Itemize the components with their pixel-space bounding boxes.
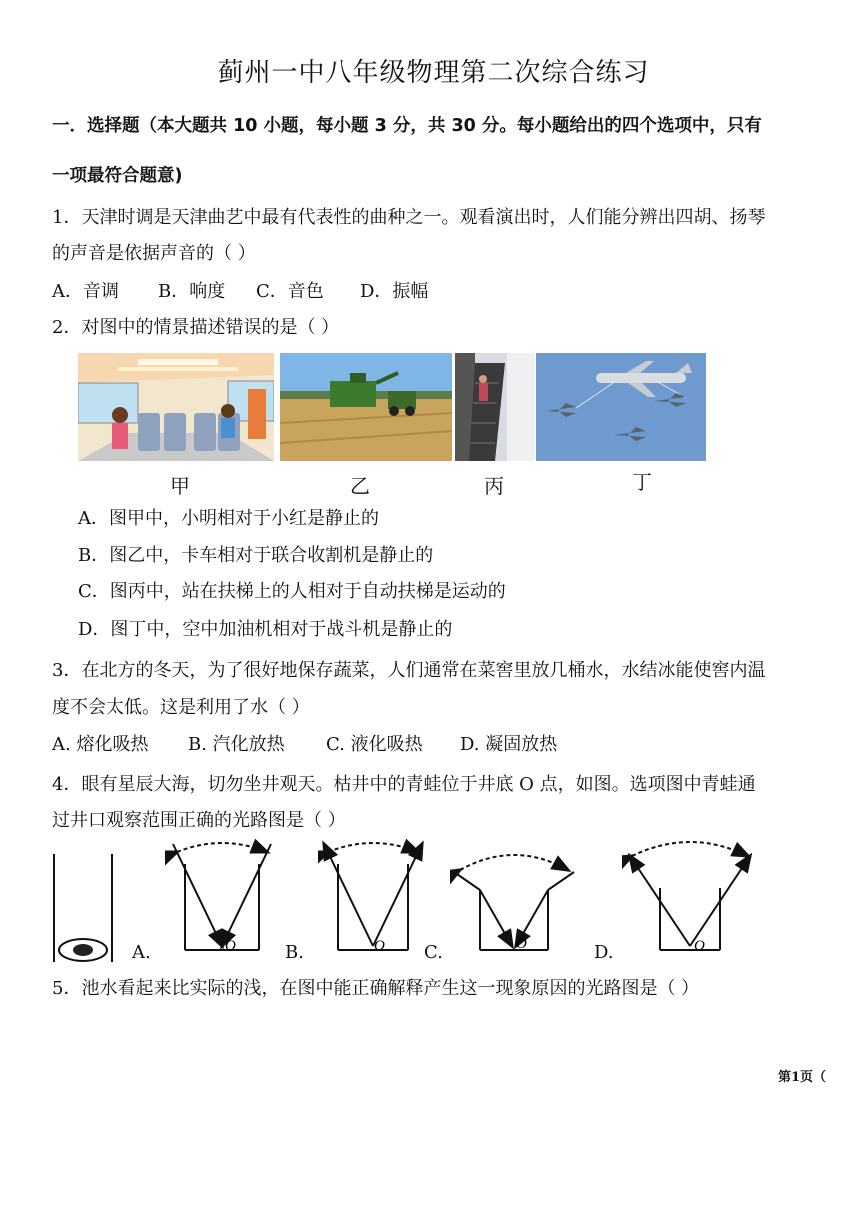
- q2-option-a: A．图甲中，小明相对于小红是静止的: [78, 508, 379, 529]
- q4-diagram-c: [450, 846, 578, 956]
- q4-option-b-label: B.: [285, 942, 304, 963]
- section-heading-line1: 一．选择题（本大题共 10 小题，每小题 3 分，共 30 分。每小题给出的四个选项中，只有: [52, 116, 762, 136]
- picture-aerial-refueling: [536, 353, 706, 461]
- q1-stem-line2: 的声音是依据声音的（ ）: [52, 243, 256, 264]
- caption-bing: 丙: [484, 474, 504, 498]
- q4-point-o-a: O: [225, 938, 236, 954]
- caption-ding: 丁: [632, 470, 652, 494]
- picture-harvester: [280, 353, 452, 461]
- q4-diagram-b: [318, 838, 428, 956]
- q4-option-a-label: A.: [132, 942, 151, 963]
- section-heading-line2: 一项最符合题意): [52, 166, 183, 186]
- q4-diagram-a: [165, 838, 280, 956]
- q3-option-a: A. 熔化吸热: [52, 734, 149, 755]
- q2-option-b: B．图乙中，卡车相对于联合收割机是静止的: [78, 545, 434, 566]
- q4-option-d-label: D.: [594, 942, 614, 963]
- q2-option-c: C．图丙中，站在扶梯上的人相对于自动扶梯是运动的: [78, 581, 506, 602]
- q1-option-a: A．音调: [52, 281, 119, 302]
- q4-stem-line1: 4．眼有星辰大海，切勿坐井观天。枯井中的青蛙位于井底 O 点，如图。选项图中青蛙通: [52, 774, 756, 795]
- q2-stem: 2．对图中的情景描述错误的是（ ）: [52, 317, 340, 338]
- q4-point-o-c: O: [516, 936, 527, 952]
- q5-stem: 5．池水看起来比实际的浅，在图中能正确解释产生这一现象原因的光路图是（ ）: [52, 978, 700, 999]
- caption-jia: 甲: [170, 474, 190, 498]
- q3-stem-line1: 3．在北方的冬天，为了很好地保存蔬菜，人们通常在菜窖里放几桶水，水结冰能使窖内温: [52, 660, 766, 681]
- picture-escalator: [455, 353, 535, 461]
- caption-yi: 乙: [350, 474, 370, 498]
- picture-bus-interior: [78, 353, 274, 461]
- q1-option-c: C．音色: [256, 281, 324, 302]
- q1-option-d: D．振幅: [360, 281, 429, 302]
- q1-option-b: B．响度: [158, 281, 226, 302]
- q4-point-o-b: O: [374, 938, 385, 954]
- q3-stem-line2: 度不会太低。这是利用了水（ ）: [52, 697, 310, 718]
- q4-point-o-d: O: [694, 938, 705, 954]
- q3-option-b: B. 汽化放热: [188, 734, 285, 755]
- q3-option-c: C. 液化吸热: [326, 734, 423, 755]
- q4-option-c-label: C.: [424, 942, 443, 963]
- well-frog-diagram: [46, 850, 122, 970]
- page-title: 蓟州一中八年级物理第二次综合练习: [217, 58, 650, 88]
- q3-option-d: D. 凝固放热: [460, 734, 558, 755]
- q4-diagram-d: [622, 834, 758, 956]
- q4-stem-line2: 过井口观察范围正确的光路图是（ ）: [52, 810, 346, 831]
- page-number: 第1页（: [778, 1070, 827, 1085]
- q2-option-d: D．图丁中，空中加油机相对于战斗机是静止的: [78, 619, 453, 640]
- q1-stem-line1: 1．天津时调是天津曲艺中最有代表性的曲种之一。观看演出时，人们能分辨出四胡、扬琴: [52, 207, 766, 228]
